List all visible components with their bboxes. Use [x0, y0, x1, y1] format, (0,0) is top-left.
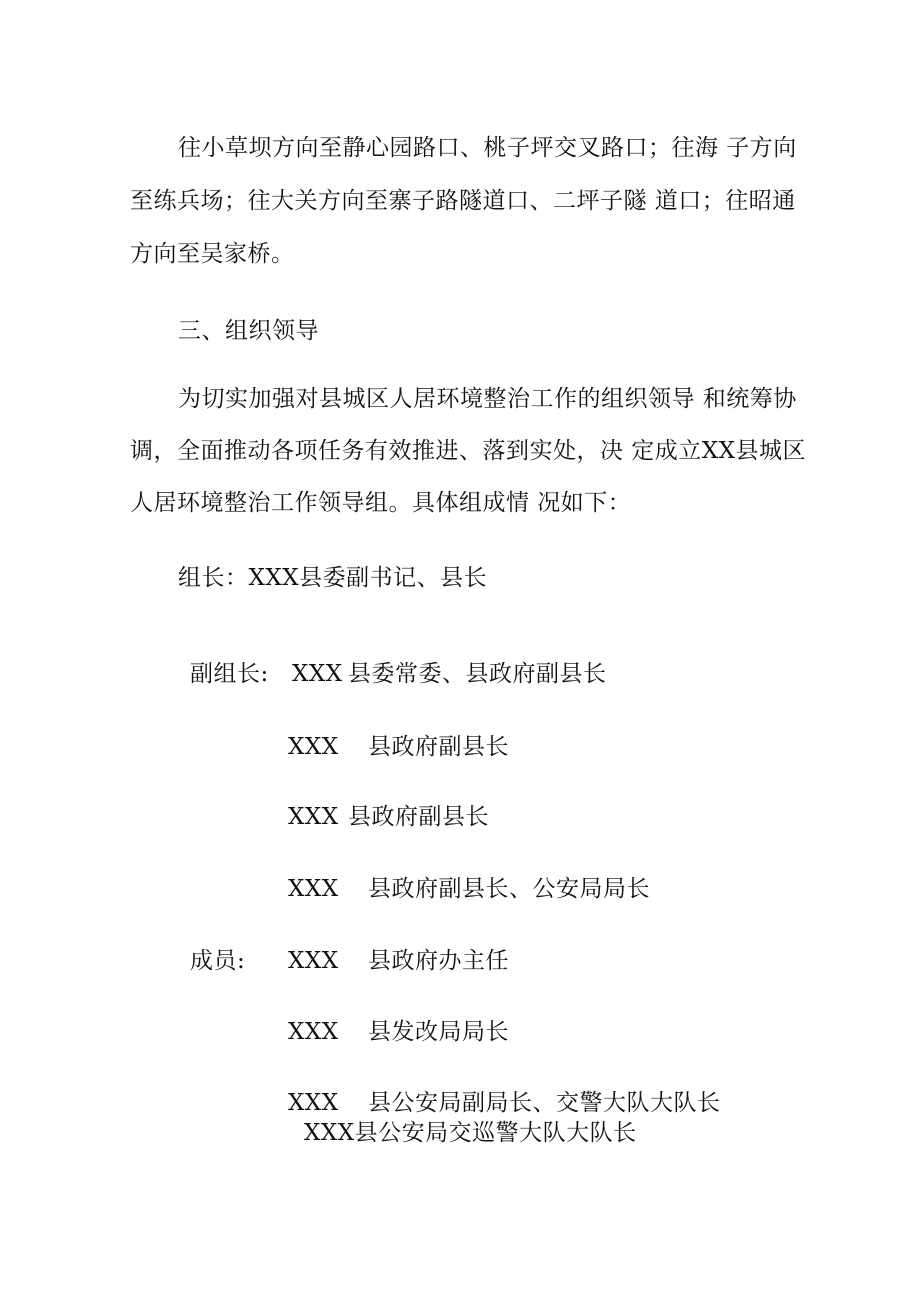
members-label: 成员:	[190, 948, 246, 974]
deputy-title: 县政府副县长、公安局局长	[368, 876, 650, 902]
deputy-name: XXX	[288, 734, 339, 760]
section-heading: 三、组织领导	[178, 318, 319, 344]
paragraph1-line1: 往小草坝方向至静心园路口、桃子坪交叉路口；往海 子方向	[178, 135, 797, 161]
member-name: XXX	[288, 1019, 339, 1045]
deputies-label: 副组长:	[190, 661, 269, 687]
leader-line: 组长：XXX县委副书记、县长	[178, 565, 488, 591]
deputy-title: 县政府副县长	[348, 804, 489, 830]
deputy-title: 县委常委、县政府副县长	[348, 661, 607, 687]
deputy-name: XXX	[288, 876, 339, 902]
member-title: 县公安局副局长、交警大队大队长	[368, 1090, 721, 1116]
member-title: 县政府办主任	[368, 948, 509, 974]
member-extra-line: XXX县公安局交巡警大队大队长	[304, 1120, 637, 1146]
paragraph2-line1: 为切实加强对县城区人居环境整治工作的组织领导 和统筹协	[178, 386, 797, 412]
deputy-name: XXX	[292, 661, 343, 687]
paragraph2-line3: 人居环境整治工作领导组。具体组成情 况如下：	[130, 490, 632, 516]
deputy-title: 县政府副县长	[368, 734, 509, 760]
member-title: 县发改局局长	[368, 1019, 509, 1045]
paragraph1-line2: 至练兵场；往大关方向至寨子路隧道口、二坪子隧 道口；往昭通	[130, 188, 796, 214]
paragraph2-line2: 调，全面推动各项任务有效推进、落到实处，决 定成立XX县城区	[130, 438, 807, 464]
member-name: XXX	[288, 1090, 339, 1116]
paragraph1-line3: 方向至吴家桥。	[130, 241, 295, 267]
member-name: XXX	[288, 948, 339, 974]
deputy-name: XXX	[288, 804, 339, 830]
